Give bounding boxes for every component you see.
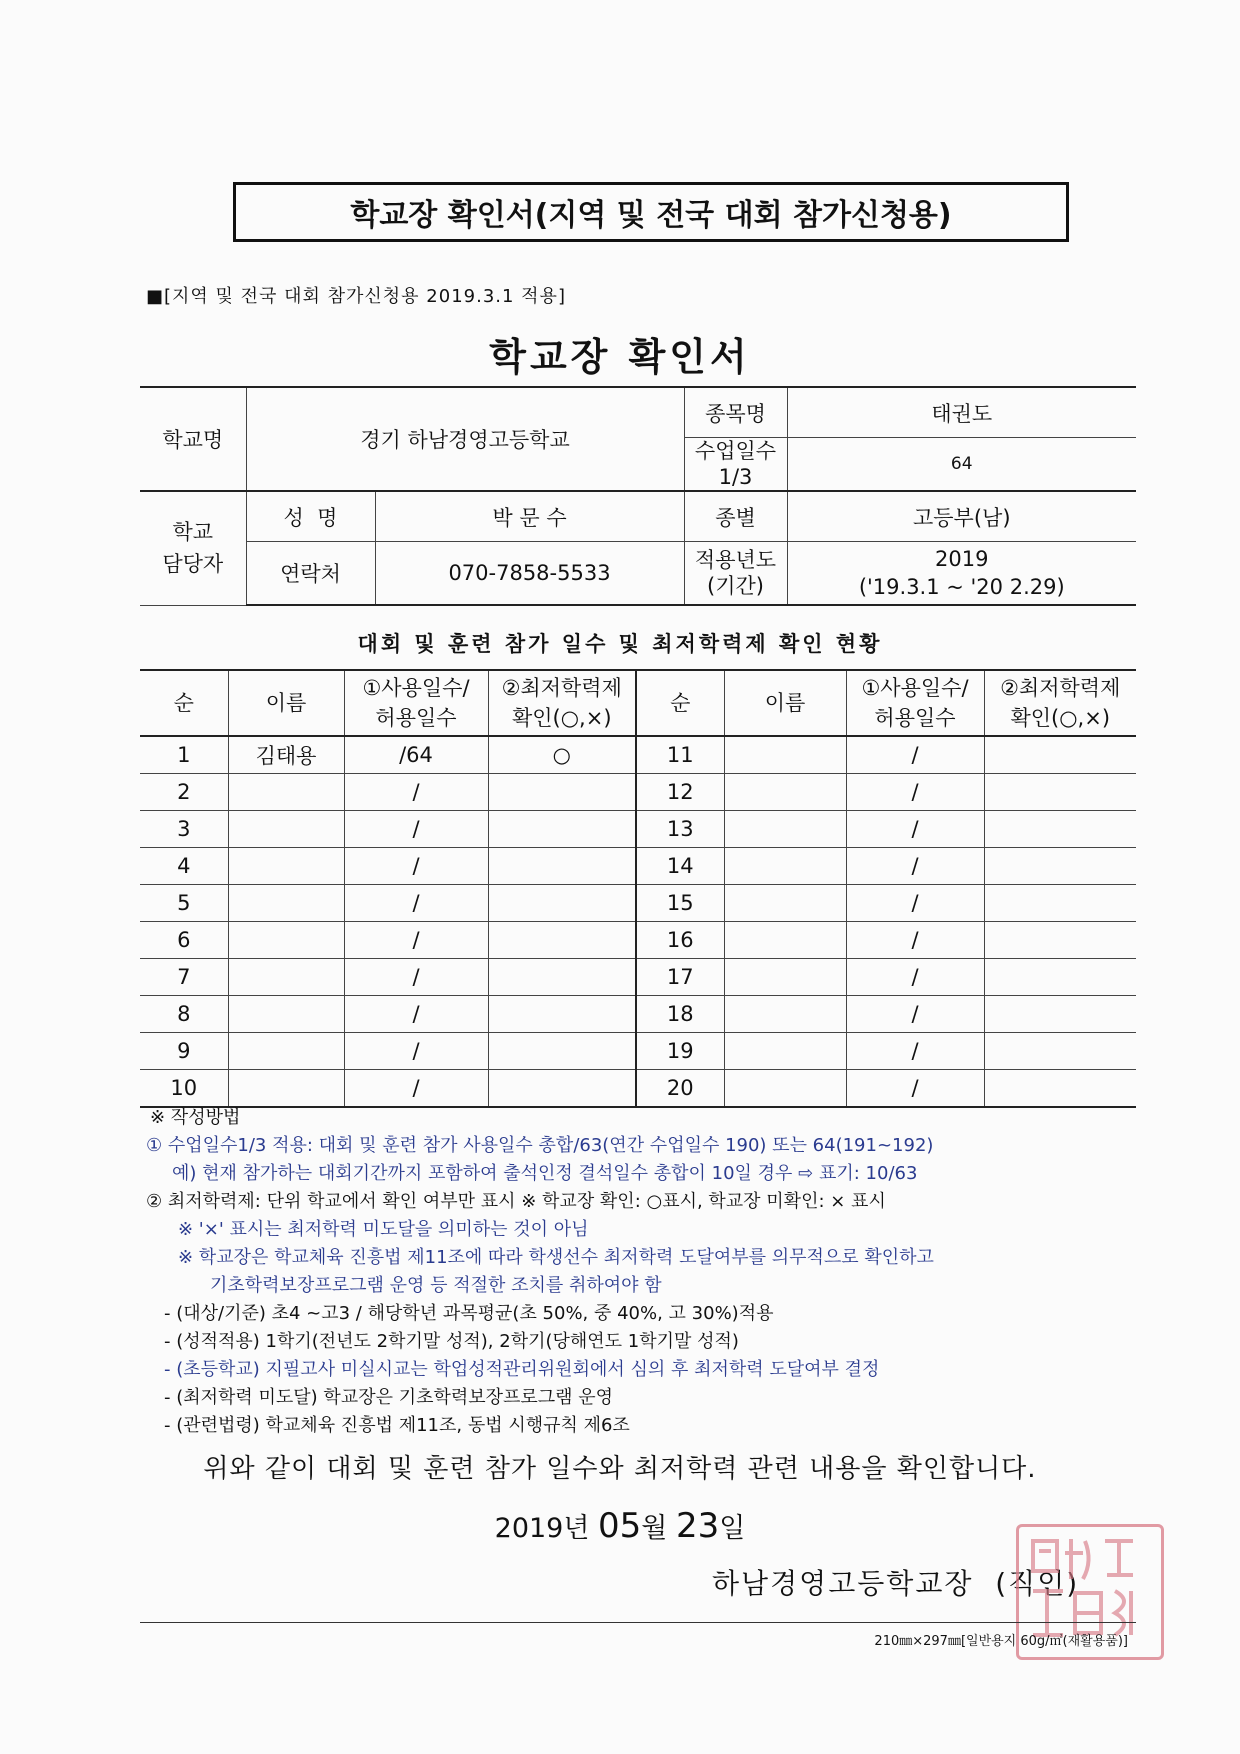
school-label: 학교명 <box>140 387 246 491</box>
year-value: 2019 <box>935 547 989 571</box>
cell-check: ○ <box>488 736 636 774</box>
cell-name <box>228 922 344 959</box>
cell-days: / <box>344 848 488 885</box>
cell-check <box>488 959 636 996</box>
days-label: 수업일수 1/3 <box>684 438 787 492</box>
cell-check <box>984 1070 1136 1108</box>
note-4a: ※ 학교장은 학교체육 진흥법 제11조에 따라 학생선수 최저학력 도달여부를 의무적으로 확인하고 <box>178 1247 934 1268</box>
cell-days: / <box>846 996 984 1033</box>
cell-days: / <box>344 959 488 996</box>
cell-no: 7 <box>140 959 228 996</box>
table-row <box>140 736 1136 774</box>
cell-days: / <box>344 1033 488 1070</box>
cell-name <box>228 774 344 811</box>
col-days-header: ①사용일수/ 허용일수 <box>846 670 984 736</box>
note-1a: ① 수업일수1/3 적용: 대회 및 훈련 참가 사용일수 총합/63(연간 수업일수 190) 또는 64(191~192) <box>146 1135 934 1156</box>
participation-table <box>140 669 1136 1108</box>
cell-check <box>488 1033 636 1070</box>
cell-check <box>488 922 636 959</box>
name-value: 박 문 수 <box>375 491 684 542</box>
cell-check <box>984 736 1136 774</box>
cell-name <box>724 1033 846 1070</box>
cell-check <box>984 885 1136 922</box>
cell-days: / <box>846 811 984 848</box>
note-1b: 예) 현재 참가하는 대회기간까지 포함하여 출석인정 결석일수 총합이 10일 경우 ⇨ 표기: 10/63 <box>172 1163 918 1184</box>
cell-days: / <box>846 736 984 774</box>
cell-name <box>724 922 846 959</box>
cell-name <box>724 774 846 811</box>
cell-name <box>228 996 344 1033</box>
days-value: 64 <box>787 438 1136 492</box>
table-header-row <box>140 670 1136 736</box>
table-row <box>140 774 1136 811</box>
col-days-header: ①사용일수/ 허용일수 <box>344 670 488 736</box>
cell-check <box>488 848 636 885</box>
cell-days: / <box>846 1070 984 1108</box>
date-month-unit: 월 <box>641 1513 668 1544</box>
cell-check <box>984 774 1136 811</box>
cell-check <box>984 922 1136 959</box>
cell-no: 12 <box>636 774 724 811</box>
detail-5: - (관련법령) 학교체육 진흥법 제11조, 동법 시행규칙 제6조 <box>164 1415 630 1436</box>
notes-heading: ※ 작성방법 <box>150 1107 241 1128</box>
cell-days: / <box>846 774 984 811</box>
table-row <box>140 885 1136 922</box>
col-no-header: 순 <box>636 670 724 736</box>
division-value: 고등부(남) <box>787 491 1136 542</box>
cell-check <box>984 1033 1136 1070</box>
boxed-title: 학교장 확인서(지역 및 전국 대회 참가신청용) <box>233 182 1069 242</box>
note-3: ※ '×' 표시는 최저학력 미도달을 의미하는 것이 아님 <box>178 1219 589 1240</box>
cell-check <box>984 959 1136 996</box>
phone-value: 070-7858-5533 <box>375 542 684 606</box>
cell-check <box>984 996 1136 1033</box>
cell-name <box>228 1033 344 1070</box>
cell-name <box>724 885 846 922</box>
detail-3: - (초등학교) 지필고사 미실시교는 학업성적관리위원회에서 심의 후 최저학력 도달여부 결정 <box>164 1359 880 1380</box>
cell-days: / <box>344 885 488 922</box>
cell-no: 3 <box>140 811 228 848</box>
table-row <box>140 1033 1136 1070</box>
form-note: ■[지역 및 전국 대회 참가신청용 2019.3.1 적용] <box>146 286 566 307</box>
year-period: ('19.3.1 ~ '20 2.29) <box>858 575 1065 599</box>
cell-days: / <box>846 848 984 885</box>
cell-no: 6 <box>140 922 228 959</box>
cell-check <box>984 811 1136 848</box>
cell-no: 19 <box>636 1033 724 1070</box>
table-row <box>140 848 1136 885</box>
cell-no: 17 <box>636 959 724 996</box>
cell-no: 18 <box>636 996 724 1033</box>
cell-no: 13 <box>636 811 724 848</box>
col-no-header: 순 <box>140 670 228 736</box>
cell-name <box>228 959 344 996</box>
year-label: 적용년도 (기간) <box>684 542 787 606</box>
division-label: 종별 <box>684 491 787 542</box>
table-row <box>140 811 1136 848</box>
cell-name <box>724 1070 846 1108</box>
confirm-statement: 위와 같이 대회 및 훈련 참가 일수와 최저학력 관련 내용을 확인합니다. <box>203 1454 1037 1484</box>
sport-value: 태권도 <box>787 387 1136 438</box>
cell-no: 1 <box>140 736 228 774</box>
cell-no: 14 <box>636 848 724 885</box>
cell-days: / <box>344 811 488 848</box>
cell-days: / <box>344 922 488 959</box>
date-day: 23 <box>675 1506 720 1546</box>
cell-check <box>488 996 636 1033</box>
cell-no: 4 <box>140 848 228 885</box>
section-title: 대회 및 훈련 참가 일수 및 최저학력제 확인 현황 <box>357 632 883 656</box>
table-row <box>140 959 1136 996</box>
cell-check <box>488 885 636 922</box>
school-info-table <box>140 386 1136 606</box>
name-label: 성 명 <box>246 491 375 542</box>
cell-days: / <box>846 1033 984 1070</box>
cell-no: 8 <box>140 996 228 1033</box>
cell-check <box>488 811 636 848</box>
cell-name <box>228 848 344 885</box>
cell-no: 10 <box>140 1070 228 1108</box>
instructions <box>146 1104 1126 1440</box>
page-title: 학교장 확인서 <box>489 335 751 379</box>
cell-no: 5 <box>140 885 228 922</box>
cell-name <box>724 996 846 1033</box>
note-2: ② 최저학력제: 단위 학교에서 확인 여부만 표시 ※ 학교장 확인: ○표시, 학교장 미확인: × 표시 <box>146 1191 886 1212</box>
cell-name <box>724 811 846 848</box>
cell-name <box>724 848 846 885</box>
cell-name <box>228 885 344 922</box>
cell-name <box>724 959 846 996</box>
principal-signature: 하남경영고등학교장 (직인) <box>712 1567 1080 1600</box>
cell-no: 9 <box>140 1033 228 1070</box>
cell-check <box>488 774 636 811</box>
divider <box>140 1622 1136 1623</box>
cell-name <box>228 811 344 848</box>
col-check-header: ②최저학력제 확인(○,×) <box>488 670 636 736</box>
date-year: 2019년 <box>494 1513 590 1544</box>
col-check-header: ②최저학력제 확인(○,×) <box>984 670 1136 736</box>
cell-days: / <box>344 996 488 1033</box>
detail-4: - (최저학력 미도달) 학교장은 기초학력보장프로그램 운영 <box>164 1387 614 1408</box>
table-row <box>140 996 1136 1033</box>
note-4b: 기초학력보장프로그램 운영 등 적절한 조치를 취하여야 함 <box>210 1275 662 1296</box>
paper-spec-footer: 210㎜×297㎜[일반용지 60g/㎡(재활용품)] <box>874 1634 1128 1649</box>
date-day-unit: 일 <box>719 1513 746 1544</box>
phone-label: 연락처 <box>246 542 375 606</box>
contact-group-label: 학교 담당자 <box>140 491 246 605</box>
cell-no: 16 <box>636 922 724 959</box>
year-cell <box>787 542 1136 606</box>
col-name-header: 이름 <box>228 670 344 736</box>
cell-check <box>984 848 1136 885</box>
cell-days: / <box>344 774 488 811</box>
detail-2: - (성적적용) 1학기(전년도 2학기말 성적), 2학기(당해연도 1학기말 성적) <box>164 1331 739 1352</box>
cell-name <box>724 736 846 774</box>
date-month: 05 <box>598 1506 642 1546</box>
cell-no: 2 <box>140 774 228 811</box>
cell-check <box>488 1070 636 1108</box>
cell-no: 11 <box>636 736 724 774</box>
school-value: 경기 하남경영고등학교 <box>246 387 684 491</box>
cell-days: / <box>846 922 984 959</box>
cell-days: / <box>344 1070 488 1108</box>
cell-no: 15 <box>636 885 724 922</box>
cell-days: / <box>846 885 984 922</box>
sport-label: 종목명 <box>684 387 787 438</box>
col-name-header: 이름 <box>724 670 846 736</box>
cell-days: / <box>846 959 984 996</box>
table-row <box>140 1070 1136 1108</box>
detail-1: - (대상/기준) 초4 ~고3 / 해당학년 과목평균(초 50%, 중 40%, 고 30%)적용 <box>164 1303 774 1324</box>
table-row <box>140 922 1136 959</box>
cell-name: 김태용 <box>228 736 344 774</box>
cell-no: 20 <box>636 1070 724 1108</box>
cell-days: /64 <box>344 736 488 774</box>
cell-name <box>228 1070 344 1108</box>
